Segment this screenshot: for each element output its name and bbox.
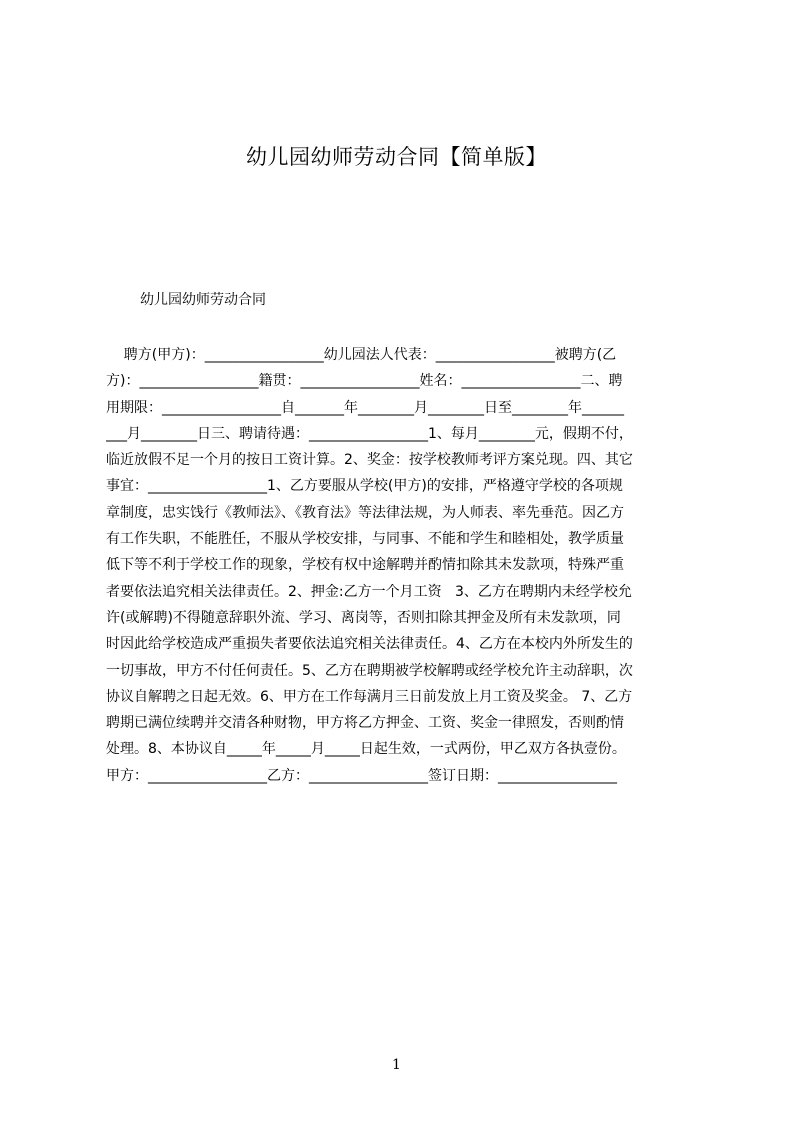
body-line: 聘期已满位续聘并交清各种财物，甲方将乙方押金、工资、奖金一律照发，否则酌情 <box>106 715 624 732</box>
body-line: 章制度，忠实饯行《教师法》、《教育法》等法律法规，为人师表、率先垂范。因乙方 <box>106 504 624 521</box>
body-line: 处理。8、本协议自_____年_____月_____日起生效，一式两份，甲乙双方各执壹份。 <box>106 741 626 758</box>
page-number: 1 <box>392 1057 401 1073</box>
body-line: 许(或解聘)不得随意辞职外流、学习、离岗等，否则扣除其押金及所有未发款项，同 <box>106 609 621 626</box>
contract-subtitle: 幼儿园幼师劳动合同 <box>140 292 266 308</box>
contract-body <box>106 342 697 797</box>
body-line: 时因此给学校造成严重损失者要依法追究相关法律责任。4、乙方在本校内外所发生的 <box>106 636 633 653</box>
body-line: 用期限：_________________自_______年________月________日至________年______ <box>106 399 624 416</box>
body-line: 有工作失职，不能胜任，不服从学校安排，与同事、不能和学生和睦相处，教学质量 <box>106 531 624 548</box>
body-line: 协议自解聘之日起无效。6、甲方在工作每满月三日前发放上月工资及奖金。 7、乙方 <box>106 688 633 705</box>
body-line: 低下等不利于学校工作的现象，学校有权中途解聘并酌情扣除其未发款项，特殊严重 <box>106 557 624 574</box>
body-line: 聘方(甲方)：_________________幼儿园法人代表：_________________被聘方(乙 <box>106 347 617 363</box>
body-line: 方)：_________________籍贯：_________________姓名：_________________二、聘 <box>106 373 623 390</box>
document-title: 幼儿园幼师劳动合同【简单版】 <box>246 145 547 169</box>
body-line: ___月________日三、聘请待遇：_________________1、每月________元，假期不付， <box>106 425 633 442</box>
body-line: 者要依法追究相关法律责任。2、押金:乙方一个月工资 3、乙方在聘期内未经学校允 <box>106 583 632 600</box>
body-line: 一切事故，甲方不付任何责任。5、乙方在聘期被学校解聘或经学校允许主动辞职，次 <box>106 662 633 679</box>
body-line: 临近放假不足一个月的按日工资计算。2、奖金：按学校教师考评方案兑现。四、其它 <box>106 452 633 469</box>
body-line: 事宜：_________________1、乙方要服从学校(甲方)的安排，严格遵守学校的各项规 <box>106 478 623 495</box>
signature-line: 甲方：_________________乙方：_________________签订日期：_________________ <box>106 767 617 784</box>
